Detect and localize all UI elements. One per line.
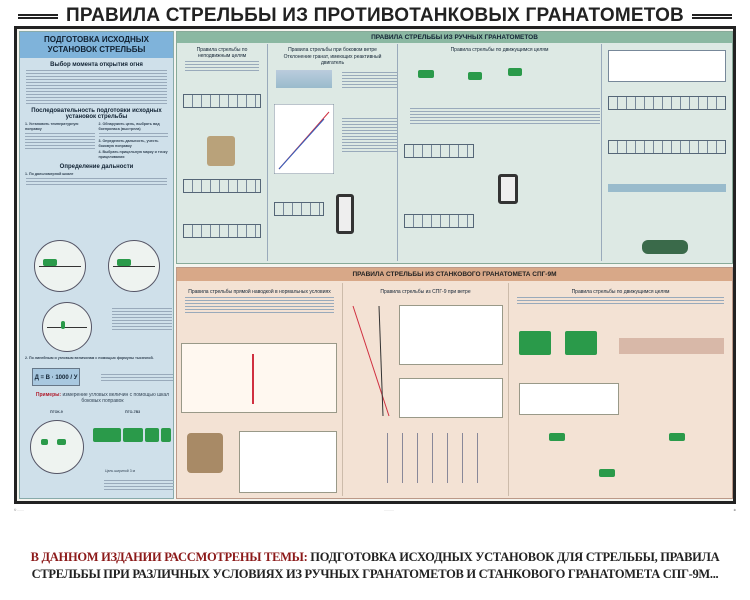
examples: Примеры: измерение угловых величин с помощью шкал боковых поправок xyxy=(35,392,170,404)
range-examples xyxy=(112,306,172,332)
column-side-wind: Правила стрельбы при боковом ветре Отклонение гранат, имеющих реактивный двигатель xyxy=(268,44,398,261)
targets-pgo7v3 xyxy=(93,428,171,442)
correction-bar xyxy=(608,184,726,192)
reticle-a xyxy=(34,240,86,292)
sight-diagram xyxy=(498,174,518,204)
range-method: 2. По линейным и угловым величинам с помощью формулы тысячной. xyxy=(25,356,154,360)
sight-grid xyxy=(404,144,474,158)
tank-icon xyxy=(508,68,522,76)
target-width: Цель шириной 3 м xyxy=(105,469,136,473)
range-table xyxy=(239,431,337,493)
aiming-points xyxy=(373,433,483,483)
tank-icon xyxy=(669,433,685,441)
tank-icon xyxy=(418,70,434,78)
left-section xyxy=(19,31,174,499)
left-section-header: ПОДГОТОВКА ИСХОДНЫХ УСТАНОВОК СТРЕЛЬБЫ xyxy=(20,32,173,58)
sight-grid xyxy=(404,214,474,228)
title-rule xyxy=(692,14,732,19)
sight-grid xyxy=(183,94,261,108)
targets-row xyxy=(619,338,724,354)
wind-deflection-chart xyxy=(274,104,334,174)
poster xyxy=(10,4,740,506)
sight-grid xyxy=(608,140,726,154)
topics-text: ПОДГОТОВКА ИСХОДНЫХ УСТАНОВОК ДЛЯ СТРЕЛЬБЫ, ПРАВИЛА СТРЕЛЬБЫ ПРИ РАЗЛИЧНЫХ УСЛОВИЯХ ИЗ РУЧНЫХ ГРАНАТОМЕТОВ И СТАНКОВОГО ГРАНАТОМЕТА СПГ-9М... xyxy=(31,550,720,581)
column-moving-targets: Правила стрельбы по движущимся целям xyxy=(398,44,602,261)
poster-frame xyxy=(14,26,736,504)
poster-title xyxy=(10,4,740,28)
wind-illustration xyxy=(276,70,332,88)
step: 4. Выбрать прицельную марку и точку прицеливания xyxy=(98,150,168,159)
sight-picture xyxy=(181,343,337,413)
wind-table xyxy=(399,305,503,365)
column-wind: Правила стрельбы из СПГ-9 при ветре xyxy=(343,283,509,496)
publisher-address: ·········· xyxy=(384,508,394,512)
tank-icon xyxy=(642,240,688,254)
step: 1. Установить температурную поправку xyxy=(25,122,79,131)
target-silhouette xyxy=(519,331,551,355)
sight-grid xyxy=(183,224,261,238)
reticle-pgok9 xyxy=(30,420,84,474)
formula: Д = В · 1000 / У xyxy=(32,368,80,386)
description-caption xyxy=(0,549,750,583)
subhead: Определение дальности xyxy=(59,163,134,170)
sight-grid xyxy=(608,96,726,110)
text-block xyxy=(26,70,167,104)
subhead: Выбор момента открытия огня xyxy=(50,62,143,68)
sight-label: ПГО-7В3 xyxy=(125,410,141,414)
bottom-section-header: ПРАВИЛА СТРЕЛЬБЫ ИЗ СТАНКОВОГО ГРАНАТОМЕТА СПГ-9М xyxy=(177,268,732,281)
tank-icon xyxy=(599,469,615,477)
lead-table xyxy=(519,383,619,415)
sight-grid xyxy=(183,179,261,193)
top-section-header: ПРАВИЛА СТРЕЛЬБЫ ИЗ РУЧНЫХ ГРАНАТОМЕТОВ xyxy=(177,32,732,43)
column-direct-fire: Правила стрельбы прямой наводкой в нормальных условиях xyxy=(177,283,343,496)
gunner-photo xyxy=(207,136,235,166)
poster-heading: ПРАВИЛА СТРЕЛЬБЫ ИЗ ПРОТИВОТАНКОВЫХ ГРАНАТОМЕТОВ xyxy=(66,5,684,26)
publisher-logo: ✲ xyxy=(733,508,736,512)
column-fixed-targets: Правила стрельбы по неподвижным целям xyxy=(177,44,268,261)
column-moving-targets-table xyxy=(602,44,732,261)
tank-icon xyxy=(549,433,565,441)
step: 2. Обнаружить цель, выбрать вид боеприпаса (выстрела) xyxy=(98,122,160,131)
lead-table xyxy=(608,50,726,82)
bottom-section xyxy=(176,267,733,499)
reticle-c xyxy=(42,302,92,352)
sight-diagram xyxy=(336,194,354,234)
reticle-b xyxy=(108,240,160,292)
steps xyxy=(25,122,168,160)
wind-chart xyxy=(349,301,393,421)
column-moving-targets-spg: Правила стрельбы по движущимся целям xyxy=(509,283,732,496)
lead-table xyxy=(399,378,503,418)
topics-label: В ДАННОМ ИЗДАНИИ РАССМОТРЕНЫ ТЕМЫ: xyxy=(30,550,308,564)
sight-label: ПГОК-9 xyxy=(50,410,63,414)
tank-icon xyxy=(468,72,482,80)
sight-grid xyxy=(274,202,324,216)
publisher-info: © ······· xyxy=(14,508,25,512)
target-silhouette xyxy=(565,331,597,355)
top-section xyxy=(176,31,733,264)
gunner-illustration xyxy=(187,433,223,473)
subhead: Последовательность подготовки исходных установок стрельбы xyxy=(31,108,162,120)
step: 3. Определить дальность, учесть боковую поправку xyxy=(98,139,159,148)
range-method: 1. По дальномерной шкале xyxy=(25,171,74,176)
poster-footer xyxy=(14,508,736,518)
title-rule xyxy=(18,14,58,19)
